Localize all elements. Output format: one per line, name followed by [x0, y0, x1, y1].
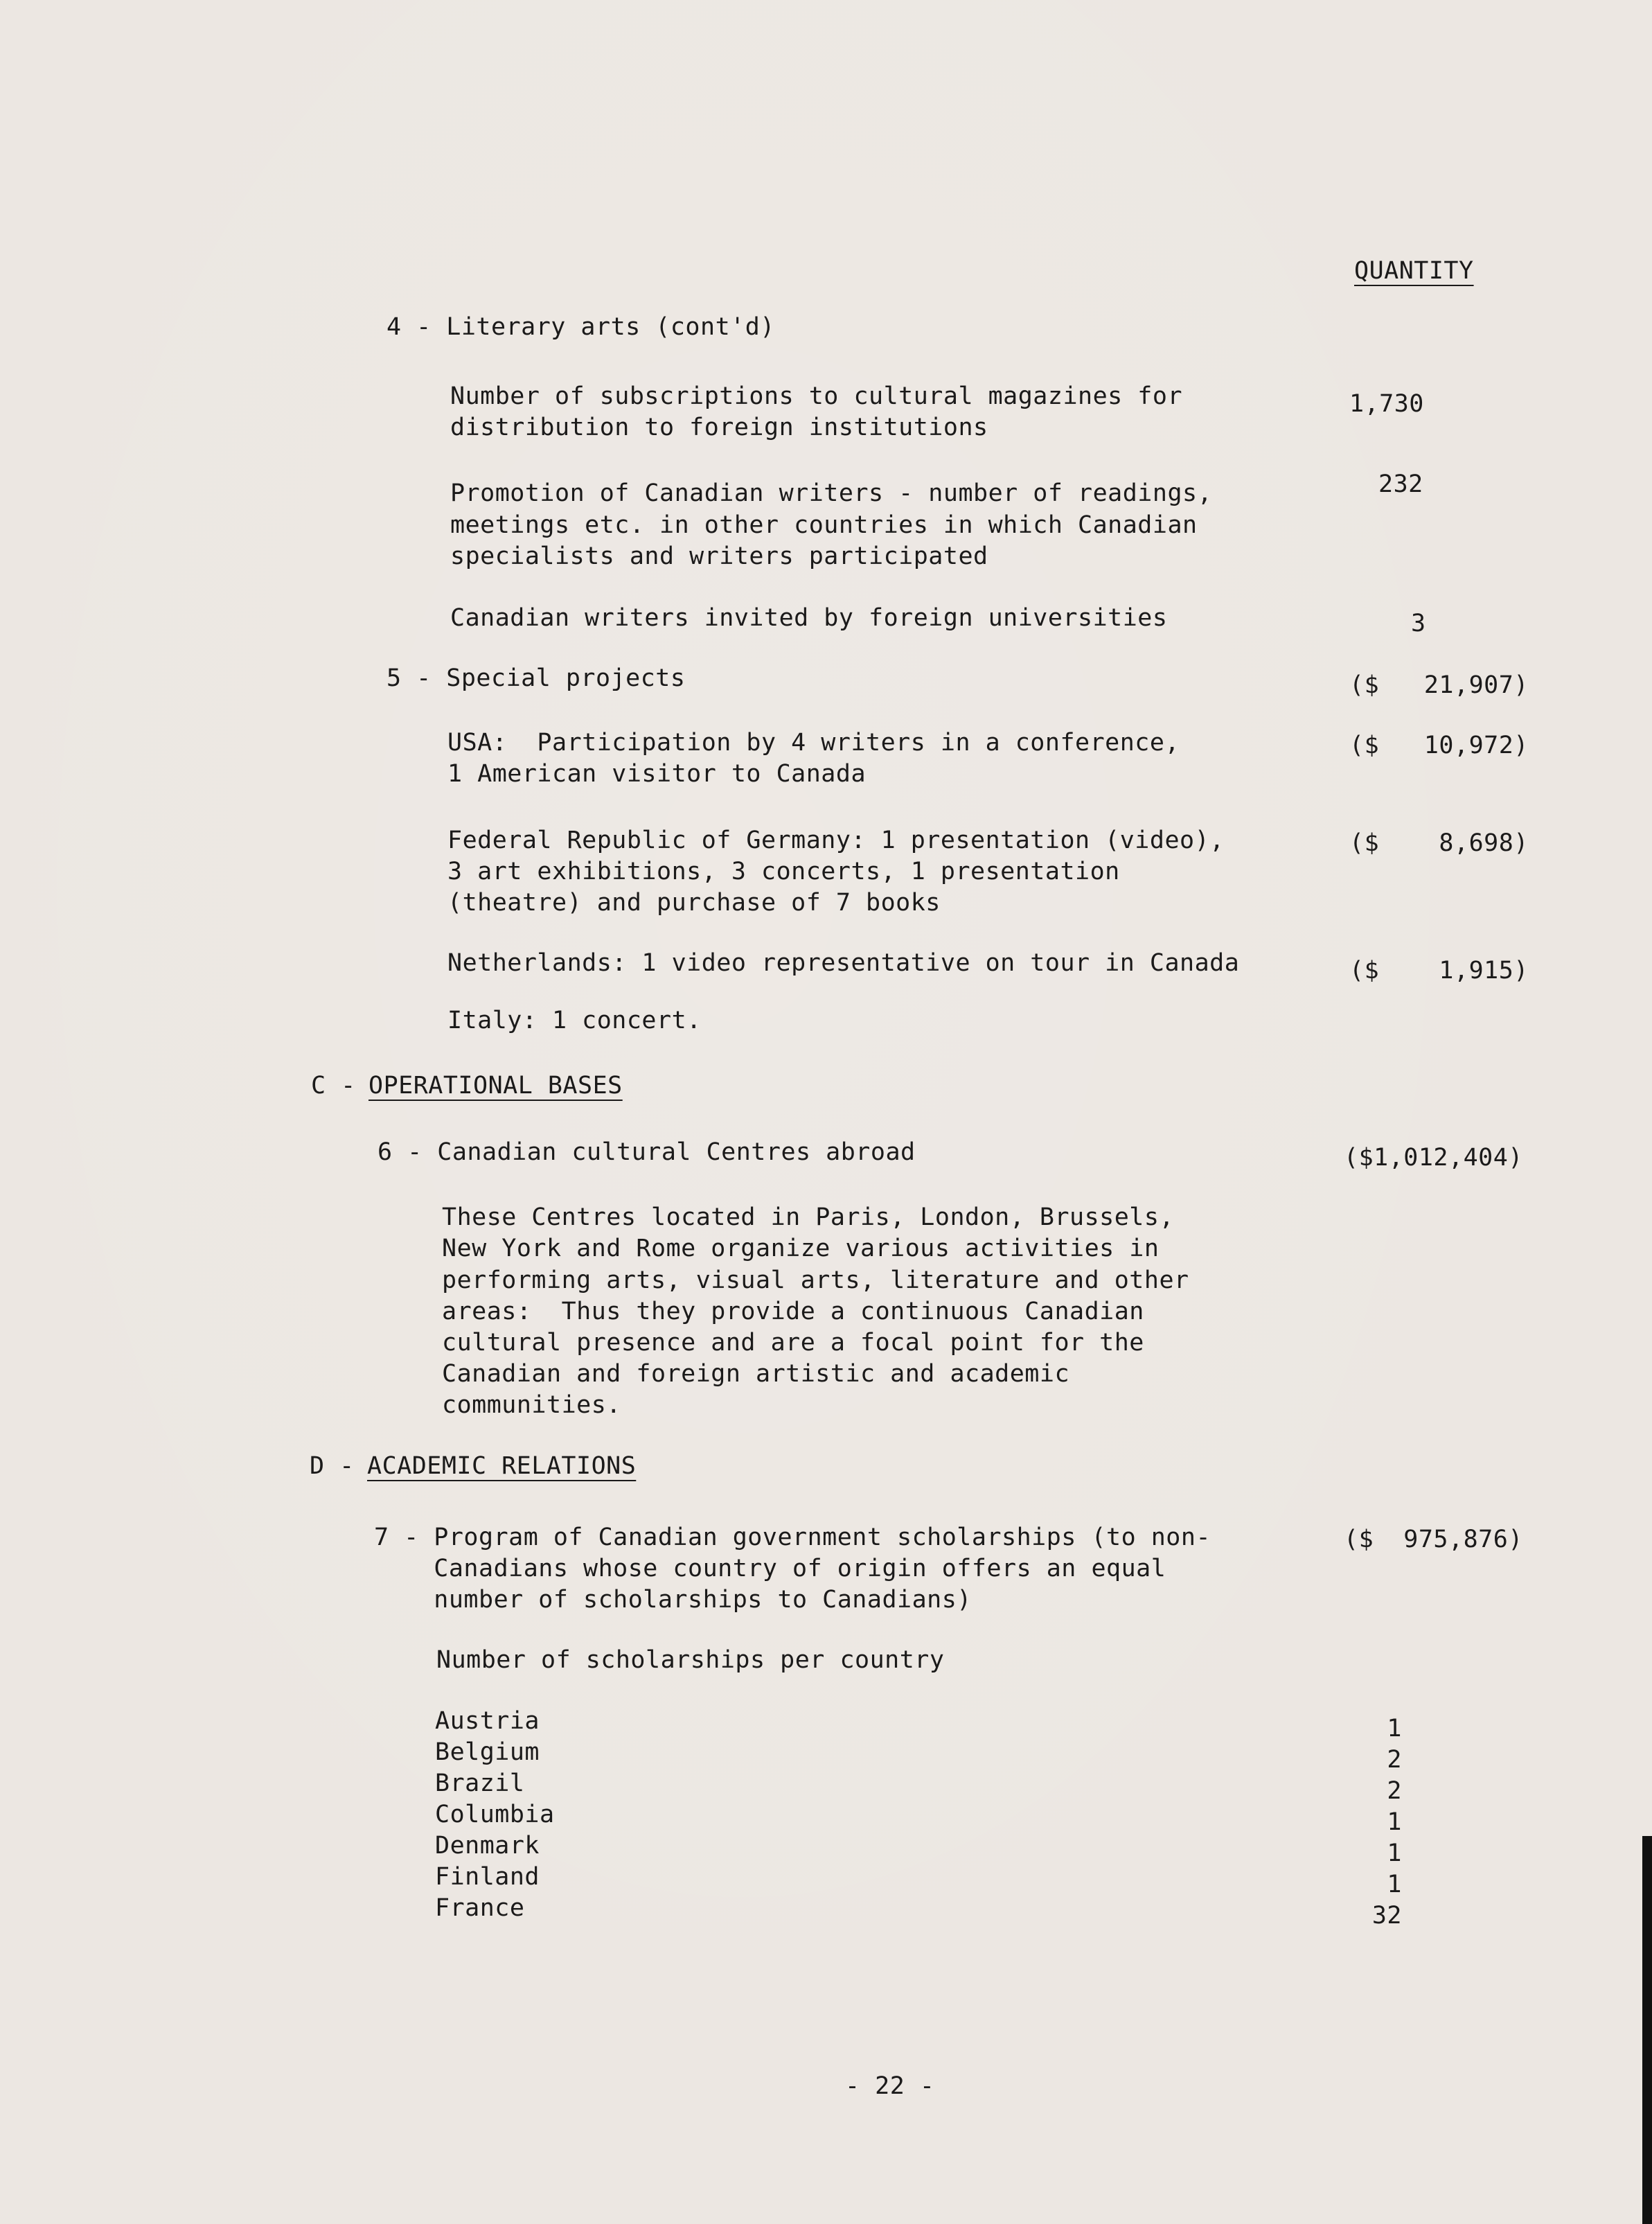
section-4-item-1-line-2: distribution to foreign institutions — [450, 414, 988, 441]
country-count: 1 — [1387, 1715, 1402, 1742]
scan-edge-shadow — [1642, 1836, 1652, 2224]
section-4-item-1-value: 1,730 — [1349, 390, 1424, 418]
section-c-desc-line-7: communities. — [442, 1391, 621, 1419]
quantity-column-header: QUANTITY — [1354, 257, 1474, 285]
section-c-value: ($1,012,404) — [1344, 1144, 1523, 1172]
section-4-item-3-value: 3 — [1411, 610, 1426, 637]
country-name: Brazil — [435, 1770, 525, 1797]
section-d-sub-line-2: Canadians whose country of origin offers an equal — [374, 1555, 1166, 1582]
country-name: Finland — [435, 1863, 540, 1891]
country-name: France — [435, 1894, 525, 1922]
section-5-value: ($ 21,907) — [1349, 671, 1529, 699]
section-5-heading: 5 - Special projects — [387, 664, 686, 692]
country-count: 2 — [1387, 1746, 1402, 1774]
country-count: 1 — [1387, 1839, 1402, 1867]
section-c-desc-line-6: Canadian and foreign artistic and academic — [442, 1360, 1070, 1388]
section-5-item-2-line-2: 3 art exhibitions, 3 concerts, 1 presentation — [447, 858, 1120, 885]
country-name: Belgium — [435, 1738, 540, 1766]
country-count: 2 — [1387, 1777, 1402, 1805]
section-d-sub-line-3: number of scholarships to Canadians) — [374, 1586, 972, 1614]
section-c-desc-line-1: These Centres located in Paris, London, Brussels, — [442, 1203, 1175, 1231]
section-4-item-2-line-1: Promotion of Canadian writers - number of readings, — [450, 479, 1213, 507]
section-5-item-2-line-3: (theatre) and purchase of 7 books — [447, 889, 941, 917]
section-c-desc-line-2: New York and Rome organize various activities in — [442, 1235, 1160, 1262]
section-4-heading: 4 - Literary arts (cont'd) — [387, 313, 775, 341]
section-c-sub-heading: 6 - Canadian cultural Centres abroad — [378, 1138, 916, 1166]
country-count: 1 — [1387, 1808, 1402, 1836]
page-number: - 22 - — [845, 2072, 935, 2100]
per-country-label: Number of scholarships per country — [436, 1646, 945, 1674]
country-name: Columbia — [435, 1801, 555, 1828]
section-5-item-2-value: ($ 8,698) — [1349, 829, 1529, 857]
section-c-prefix: C - — [311, 1072, 371, 1100]
section-5-item-3-line-1: Netherlands: 1 video representative on tour in Canada — [447, 949, 1240, 977]
country-count: 1 — [1387, 1871, 1402, 1898]
section-c-desc-line-4: areas: Thus they provide a continuous Canadian — [442, 1298, 1144, 1325]
section-4-item-1-line-1: Number of subscriptions to cultural magazines for — [450, 382, 1183, 410]
section-d-heading: ACADEMIC RELATIONS — [367, 1452, 637, 1480]
section-d-prefix: D - — [310, 1452, 370, 1480]
country-count: 32 — [1371, 1902, 1402, 1930]
country-name: Austria — [435, 1707, 540, 1735]
country-name: Denmark — [435, 1832, 540, 1860]
section-5-item-2-line-1: Federal Republic of Germany: 1 presentation (video), — [447, 827, 1225, 854]
section-c-desc-line-3: performing arts, visual arts, literature and other — [442, 1267, 1189, 1294]
section-d-sub-line-1: 7 - Program of Canadian government scholarships (to non- — [374, 1524, 1211, 1551]
section-5-item-3-value: ($ 1,915) — [1349, 957, 1529, 985]
section-4-item-3-line-1: Canadian writers invited by foreign universities — [450, 604, 1168, 632]
section-5-item-4-line-1: Italy: 1 concert. — [447, 1007, 702, 1034]
section-4-item-2-line-3: specialists and writers participated — [450, 542, 988, 570]
section-c-heading: OPERATIONAL BASES — [368, 1072, 623, 1100]
section-4-item-2-value: 232 — [1378, 470, 1423, 498]
section-5-item-1-value: ($ 10,972) — [1349, 732, 1529, 759]
section-d-value: ($ 975,876) — [1344, 1526, 1523, 1553]
section-5-item-1-line-2: 1 American visitor to Canada — [447, 760, 867, 788]
section-4-item-2-line-2: meetings etc. in other countries in which Canadian — [450, 511, 1198, 539]
section-c-desc-line-5: cultural presence and are a focal point for the — [442, 1329, 1144, 1357]
section-5-item-1-line-1: USA: Participation by 4 writers in a conference, — [447, 729, 1180, 757]
